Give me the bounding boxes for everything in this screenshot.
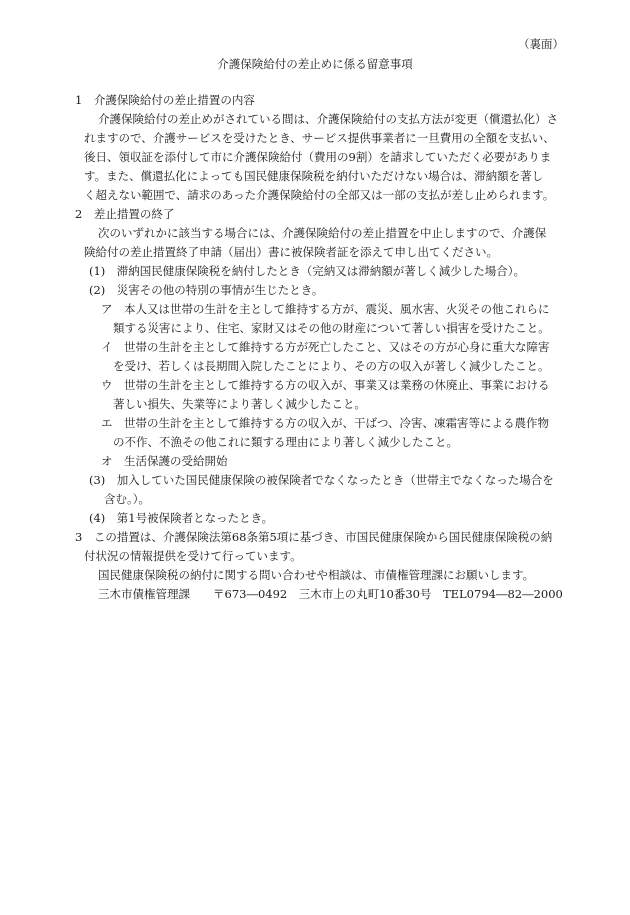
sub-list-item: ア 本人又は世帯の生計を主として維持する方が、震災、風水害、火災その他これらに: [101, 302, 550, 316]
paragraph-line: 介護保険給付の差止めがされている間は、介護保険給付の支払方法が変更（償還払化）さ: [98, 112, 558, 126]
list-item-continuation: 含む。）。: [104, 492, 150, 506]
paragraph-line: 険給付の差止措置終了申請（届出）書に被保険者証を添えて申し出てください。: [84, 245, 498, 259]
page-side-label: （裏面）: [518, 37, 564, 51]
paragraph-line: 後日、領収証を添付して市に介護保険給付（費用の9割）を請求していただく必要がありま: [84, 150, 552, 164]
list-item: (4) 第1号被保険者となったとき。: [89, 511, 274, 525]
section-heading: 1 介護保険給付の差止措置の内容: [75, 93, 255, 107]
list-item: (3) 加入していた国民健康保険の被保険者でなくなったとき（世帯主でなくなった場合を: [89, 473, 554, 487]
paragraph-line: れますので、介護サービスを受けたとき、サービス提供事業者に一旦費用の全額を支払い、: [84, 131, 555, 145]
sub-list-item-continuation: の不作、不漁その他これに類する理由により著しく減少したこと。: [113, 435, 458, 449]
section-heading: 2 差止措置の終了: [75, 207, 175, 221]
sub-list-item: イ 世帯の生計を主として維持する方が死亡したこと、又はその方が心身に重大な障害: [101, 340, 550, 354]
document-title: 介護保険給付の差止めに係る留意事項: [217, 57, 413, 71]
paragraph-line: く超えない範囲で、請求のあった介護保険給付の全部又は一部の支払が差し止められます。: [84, 188, 555, 202]
paragraph-line: す。また、償還払化によっても国民健康保険税を納付いただけない場合は、滞納額を著し: [84, 169, 544, 183]
sub-list-item-continuation: を受け、若しくは長期間入院したことにより、その方の収入が著しく減少したこと。: [113, 359, 550, 373]
list-item: (1) 滞納国民健康保険税を納付したとき（完納又は滞納額が著しく減少した場合）。: [89, 264, 526, 278]
paragraph-line: 付状況の情報提供を受けて行っています。: [84, 549, 302, 563]
sub-list-item: エ 世帯の生計を主として維持する方の収入が、干ばつ、冷害、凍霜害等による農作物: [101, 416, 550, 430]
sub-list-item-continuation: 著しい損失、失業等により著しく減少したこと。: [113, 397, 366, 411]
paragraph-line: 国民健康保険税の納付に関する問い合わせや相談は、市債権管理課にお願いします。: [98, 568, 535, 582]
section-heading: 3 この措置は、介護保険法第68条第5項に基づき、市国民健康保険から国民健康保険税の納: [75, 530, 553, 544]
sub-list-item-continuation: 類する災害により、住宅、家財又はその他の財産について著しい損害を受けたこと。: [113, 321, 550, 335]
contact-line: 三木市債権管理課 〒673―0492 三木市上の丸町10番30号 TEL0794―82―2000: [98, 587, 563, 601]
sub-list-item: ウ 世帯の生計を主として維持する方の収入が、事業又は業務の休廃止、事業における: [101, 378, 550, 392]
list-item: (2) 災害その他の特別の事情が生じたとき。: [89, 283, 324, 297]
paragraph-line: 次のいずれかに該当する場合には、介護保険給付の差止措置を中止しますので、介護保: [98, 226, 547, 240]
sub-list-item: オ 生活保護の受給開始: [101, 454, 228, 468]
